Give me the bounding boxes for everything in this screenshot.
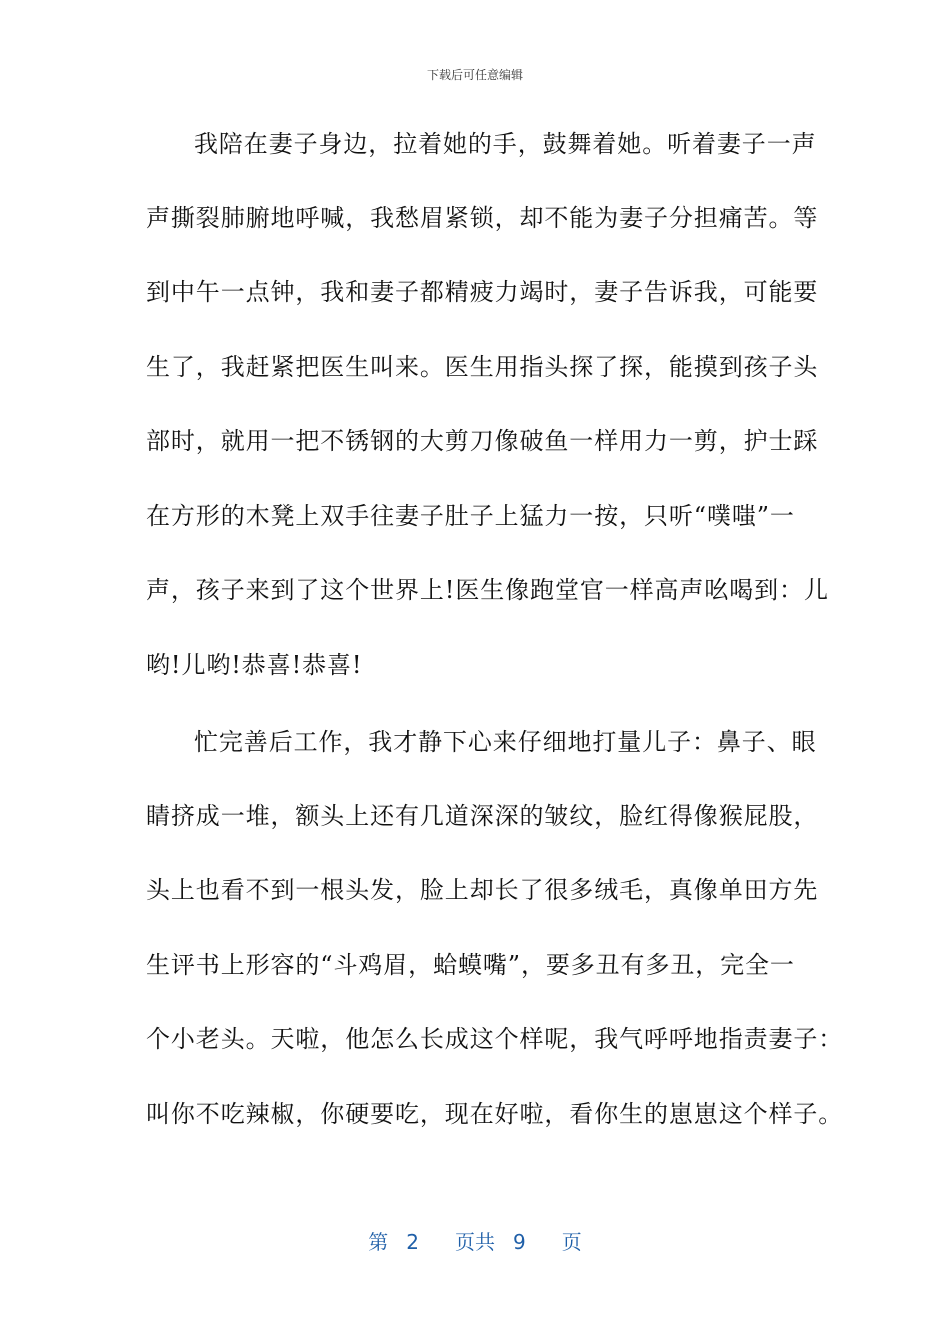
text-line: 到中午一点钟，我和妻子都精疲力竭时，妻子告诉我，可能要	[146, 278, 819, 306]
page-footer	[0, 1226, 950, 1255]
footer-suffix: 页	[561, 1230, 582, 1254]
text-line: 部时，就用一把不锈钢的大剪刀像破鱼一样用力一剪，护士踩	[146, 427, 819, 455]
footer-middle: 页共	[455, 1230, 495, 1254]
page-number: 2	[406, 1230, 419, 1254]
text-line: 睛挤成一堆，额头上还有几道深深的皱纹，脸红得像猴屁股，	[146, 802, 819, 830]
text-line: 生评书上形容的“斗鸡眉，蛤蟆嘴”，要多丑有多丑，完全一	[146, 951, 795, 979]
footer-prefix: 第	[368, 1230, 389, 1254]
text-line: 头上也看不到一根头发，脸上却长了很多绒毛，真像单田方先	[146, 876, 819, 904]
page-total: 9	[513, 1230, 526, 1254]
text-line: 声撕裂肺腑地呼喊，我愁眉紧锁，却不能为妻子分担痛苦。等	[146, 204, 819, 232]
text-line: 哟!儿哟!恭喜!恭喜!	[146, 651, 363, 679]
page-header: 下载后可任意编辑	[426, 68, 523, 82]
text-line: 在方形的木凳上双手往妻子肚子上猛力一按，只听“噗嗤”一	[146, 502, 795, 530]
text-line: 声，孩子来到了这个世界上!医生像跑堂官一样高声吆喝到：儿	[146, 576, 829, 604]
text-line: 个小老头。天啦，他怎么长成这个样呢，我气呼呼地指责妻子：	[146, 1025, 844, 1053]
text-line: 叫你不吃辣椒，你硬要吃，现在好啦，看你生的崽崽这个样子。	[146, 1100, 844, 1128]
text-line: 忙完善后工作，我才静下心来仔细地打量儿子：鼻子、眼	[194, 728, 817, 756]
text-line: 我陪在妻子身边，拉着她的手，鼓舞着她。听着妻子一声	[194, 130, 817, 158]
text-line: 生了，我赶紧把医生叫来。医生用指头探了探，能摸到孩子头	[146, 353, 819, 381]
